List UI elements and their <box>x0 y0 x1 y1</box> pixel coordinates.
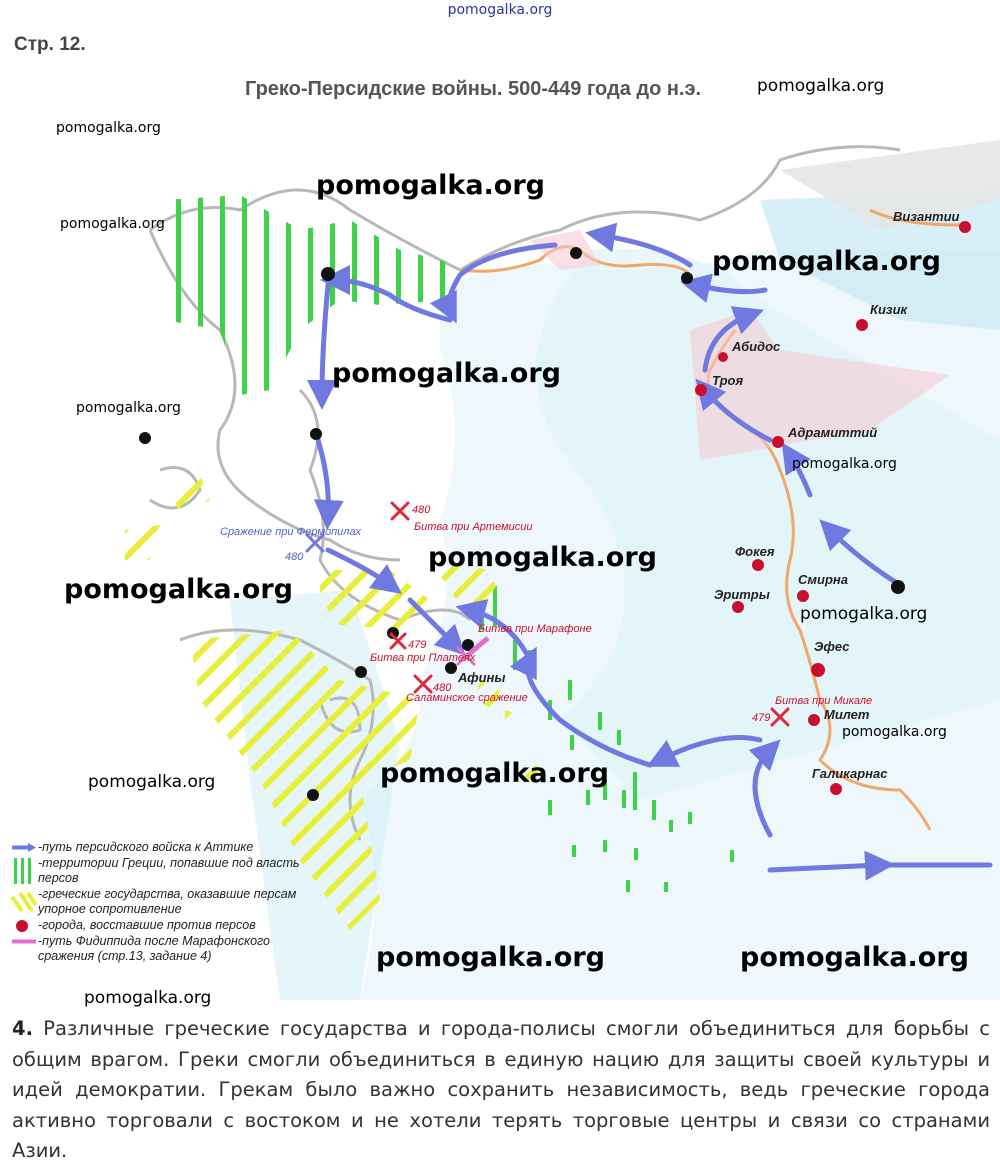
green-stripes-icon <box>10 856 38 871</box>
city-label: Эфес <box>814 639 850 654</box>
city-label: Адрамиттий <box>788 425 878 440</box>
battle-label-thermopylae: Сражение при Фермопилах <box>220 526 362 538</box>
watermark: pomogalka.org <box>376 942 605 973</box>
battle-label-salamis: Саламинское сражение <box>406 692 528 704</box>
legend-item <box>10 887 310 917</box>
watermark: pomogalka.org <box>56 120 161 136</box>
watermark: pomogalka.org <box>740 942 969 973</box>
watermark: pomogalka.org <box>757 76 885 96</box>
answer-text: Различные греческие государства и города-полисы смогли объединиться для борьбы с общим врагом. Греки смогли объединиться в единую нацию для защиты своей культуры и идей демократии. Грекам было важно сохранить независимость, ведь греческие города активно торговали с востоком и не хотели терять торговые центры и связи со странами Азии. <box>12 1017 990 1162</box>
watermark: pomogalka.org <box>64 574 293 605</box>
watermark: pomogalka.org <box>332 358 561 389</box>
red-dot-icon <box>10 918 38 933</box>
city-label: Галикарнас <box>812 766 888 781</box>
legend-item <box>10 856 310 886</box>
city-label: Фокея <box>735 544 775 559</box>
page-reference: Стр. 12. <box>14 34 86 55</box>
map-title: Греко-Персидские войны. 500-449 года до н.э. <box>245 78 702 100</box>
battle-year-plataea: 479 <box>408 639 427 651</box>
site-header-watermark: pomogalka.org <box>447 2 553 18</box>
watermark: pomogalka.org <box>88 772 216 792</box>
artemisium-mark <box>392 503 408 519</box>
city-label: Кизик <box>870 302 908 317</box>
watermark: pomogalka.org <box>380 758 609 789</box>
battle-year-mycale: 479 <box>752 712 771 724</box>
city-label: Абидос <box>732 339 781 354</box>
watermark: pomogalka.org <box>316 170 545 201</box>
battle-year-salamis: 480 <box>433 682 452 694</box>
legend-item <box>10 840 310 855</box>
city-label: Милет <box>824 707 870 722</box>
answer-paragraph <box>12 1014 990 1167</box>
watermark: pomogalka.org <box>792 456 897 472</box>
city-label: Троя <box>712 373 744 388</box>
battle-label-artemisium: Битва при Артемисии <box>414 521 533 533</box>
battle-year-artemisium: 480 <box>412 504 431 516</box>
legend-text: -города, восставшие против персов <box>38 918 256 932</box>
city-label: Эритры <box>714 587 770 602</box>
battle-label-marathon: Битва при Марафоне <box>478 623 592 635</box>
city-label: Афины <box>458 670 506 685</box>
watermark: pomogalka.org <box>428 542 657 573</box>
legend-text: -греческие государства, оказавшие персам упорное сопротивление <box>38 887 297 916</box>
map-legend <box>10 840 310 965</box>
battle-year-thermopylae: 480 <box>285 551 304 563</box>
answer-number: 4. <box>12 1017 33 1040</box>
pink-route-icon <box>10 934 38 949</box>
legend-text: -путь Фидиппида после Марафонского сражения (стр.13, задание 4) <box>38 934 271 963</box>
watermark: pomogalka.org <box>800 604 928 624</box>
legend-item <box>10 918 310 933</box>
watermark: pomogalka.org <box>84 988 212 1008</box>
city-label: Смирна <box>798 572 848 587</box>
watermark: pomogalka.org <box>712 246 941 277</box>
legend-text: -путь персидского войска к Аттике <box>38 840 254 854</box>
battle-label-mycale: Битва при Микале <box>775 695 873 707</box>
city-label: Византии <box>893 209 960 224</box>
legend-item <box>10 934 310 964</box>
watermark: pomogalka.org <box>842 724 947 740</box>
route-arrow-icon <box>10 840 38 855</box>
watermark: pomogalka.org <box>60 216 165 232</box>
legend-text: -территории Греции, попавшие под власть персов <box>38 856 300 885</box>
yellow-hatch-icon <box>10 887 38 902</box>
watermark: pomogalka.org <box>76 400 181 416</box>
battle-label-plataea: Битва при Платеях <box>370 652 476 664</box>
